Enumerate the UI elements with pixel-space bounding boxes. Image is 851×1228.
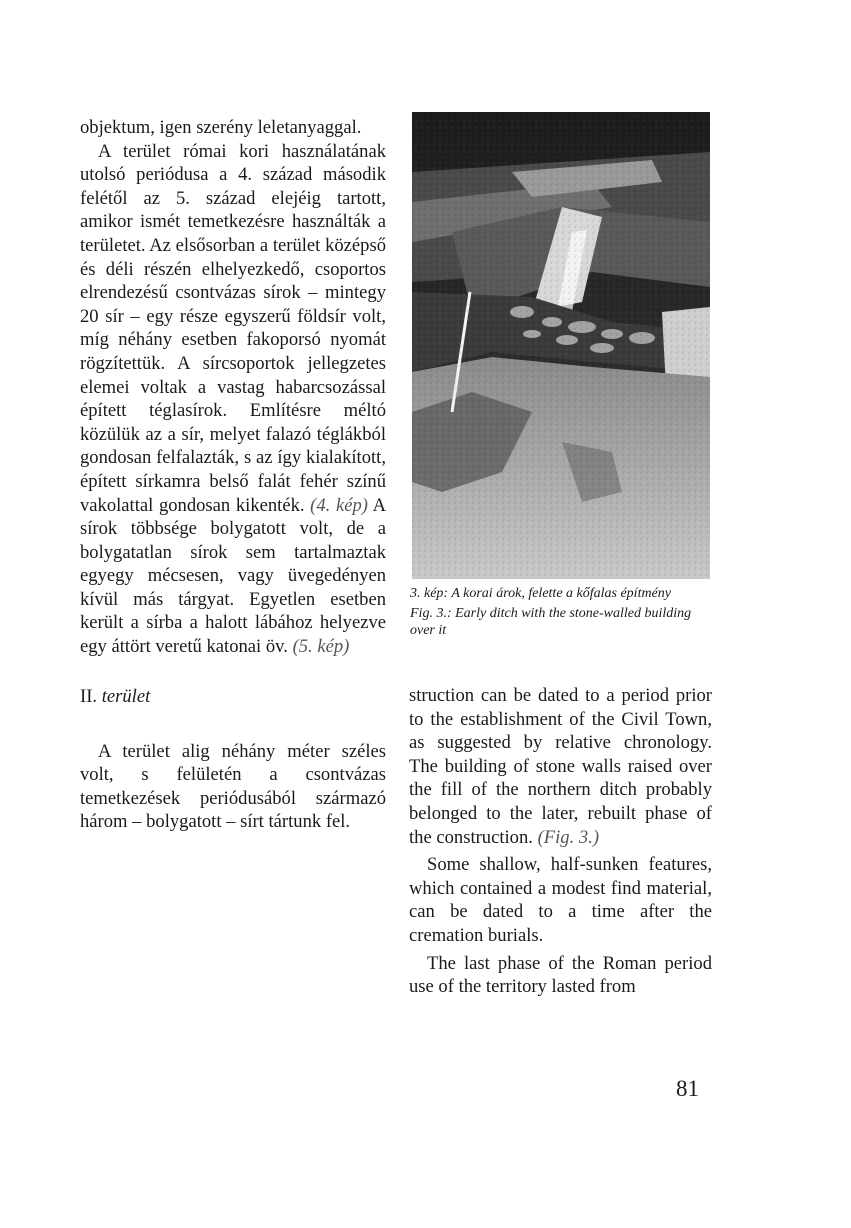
paragraph: objektum, igen szerény leletanyaggal.: [80, 117, 362, 138]
paragraph-text: A terület római kori használatának utolsó periódusa a 4. század második felétől az 5. század elejéig tartott, amikor ismét temetkezésre használták a területet. Az elsősorban a terület középső és déli részén elhelyezkedő, csoportos elrendezésű csontvázas sírok – mintegy 20 sír – egy része egyszerű földsír volt, míg néhány esetben fakoporsó nyomát rögzítettük. A sírcsoportok jellegzetes elemei voltak a vastag habarcsozással épített téglasírok. Említésre méltó közülük az a sír, melyet falazó téglákból gondosan felfalazták, s az így kialakított, épített sírkamra belső falát fehér színű vakolattal gondosan kikenték.: [80, 140, 386, 516]
right-text-column: [409, 684, 712, 999]
figure-reference: (Fig. 3.): [537, 826, 600, 848]
section-title: terület: [101, 685, 151, 707]
caption-english: Fig. 3.: Early ditch with the stone-walled building over it: [410, 605, 692, 638]
paragraph-text: struction can be dated to a period prior to the establishment of the Civil Town, as suggested by relative chronology. The building of stone walls raised over the fill of the northern ditch probably belonged to the later, rebuilt phase of the construction.: [409, 685, 712, 848]
page-number: 81: [676, 1076, 699, 1101]
paragraph: The last phase of the Roman period use of the territory lasted from: [409, 952, 712, 998]
section-number: II.: [80, 685, 98, 707]
section-heading: [80, 686, 386, 708]
paragraph: [409, 684, 712, 849]
left-text-column: [80, 116, 386, 834]
figure-caption: [410, 585, 710, 640]
paragraph-text: A sírok többsége bolygatott volt, de a bolygatatlan sírok sem tartalmaztak egyegy mécsesen, vagy üvegedényen kívül más tárgyat. Egyetlen esetben került a sírba a halott lábához helyezve egy áttört veretű katonai öv.: [80, 494, 387, 658]
figure-reference: (4. kép): [310, 494, 368, 516]
paragraph: [80, 140, 386, 659]
caption-hungarian: 3. kép: A korai árok, felette a kőfalas építmény: [410, 586, 672, 601]
excavation-photo: [412, 112, 710, 579]
figure-reference: (5. kép): [292, 636, 350, 658]
paragraph: A terület alig néhány méter széles volt, s felületén a csontvázas temetkezések periódusából származó három – bolygatott – sírt tártunk fel.: [80, 740, 386, 833]
paragraph: Some shallow, half-sunken features, which contained a modest find material, can be dated to a time after the cremation burials.: [409, 854, 712, 946]
